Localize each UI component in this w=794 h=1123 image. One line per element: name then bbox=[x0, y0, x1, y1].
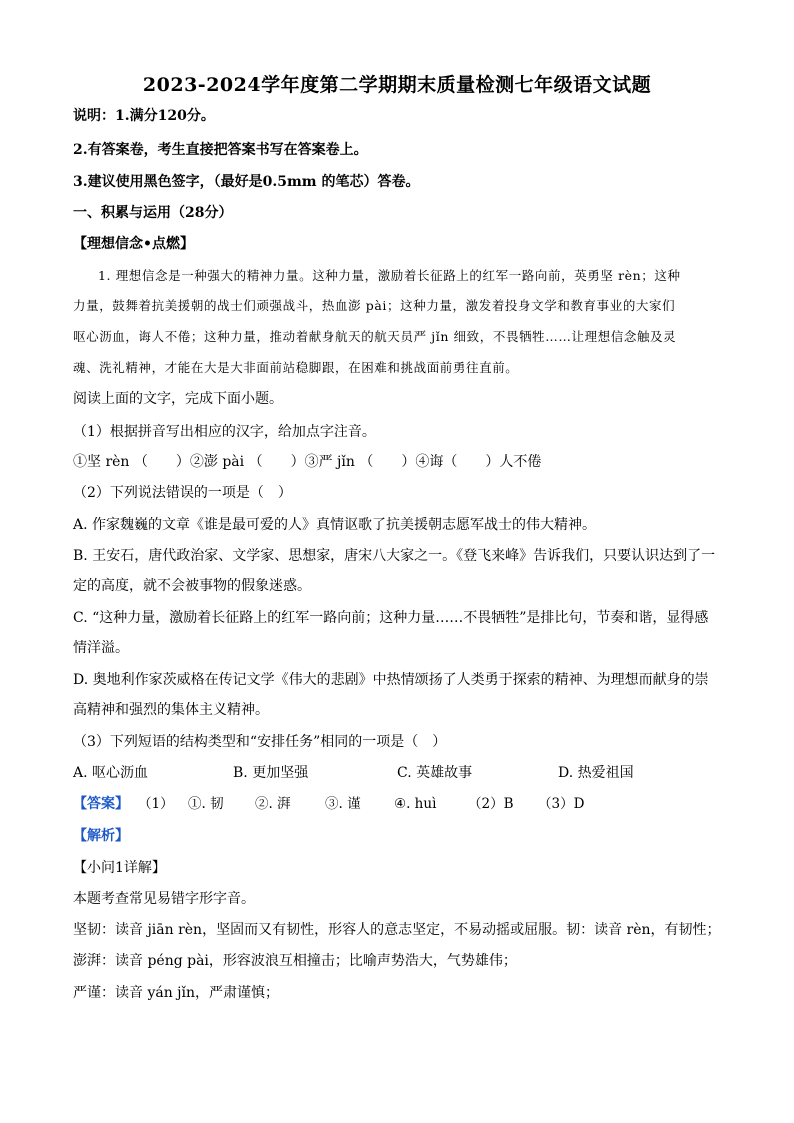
q3-option-c: C. 英雄故事 bbox=[397, 765, 473, 781]
section-heading: 一、积累与运用（28分） bbox=[73, 205, 233, 221]
analysis-label: 【解析】 bbox=[73, 828, 129, 844]
answer-item: ③. 谨 bbox=[325, 796, 361, 812]
answer-item: （1） bbox=[138, 796, 174, 812]
instruction-1: 说明：1.满分120分。 bbox=[73, 108, 215, 124]
q2-option-a: A. 作家魏巍的文章《谁是最可爱的人》真情讴歌了抗美援朝志愿军战士的伟大精神。 bbox=[73, 517, 597, 533]
passage-line: 1. 理想信念是一种强大的精神力量。这种力量，激励着长征路上的红军一路向前，英勇坚 rèn；这种 bbox=[98, 268, 681, 283]
detail-heading: 【小问1详解】 bbox=[73, 860, 166, 876]
answer-item: （2）B bbox=[468, 796, 514, 812]
instruction-2: 2.有答案卷，考生直接把答案书写在答案卷上。 bbox=[73, 142, 368, 158]
passage-line: 呕心沥血，诲人不倦；这种力量，推动着献身航天的航天员严 jǐn 细致，不畏牺牲……让理想信念触及灵 bbox=[73, 329, 677, 344]
detail-line: 坚韧：读音 jiān rèn，坚固而又有韧性，形容人的意志坚定，不易动摇或屈服。韧：读音 rèn，有韧性； bbox=[73, 922, 721, 938]
q3-option-d: D. 热爱祖国 bbox=[558, 765, 634, 781]
q3-option-b: B. 更加坚强 bbox=[233, 765, 309, 781]
q2-option-c: C. “这种力量，激励着长征路上的红军一路向前；这种力量……不畏牺牲”是排比句，节奏和谐，显得感 bbox=[73, 610, 709, 626]
q2-option-d-cont: 高精神和强烈的集体主义精神。 bbox=[73, 702, 269, 718]
read-prompt: 阅读上面的文字，完成下面小题。 bbox=[73, 391, 283, 407]
detail-line: 本题考查常见易错字形字音。 bbox=[73, 891, 255, 907]
q1-blanks: ①坚 rèn （ ）②澎 pài （ ）③严 jǐn （ ）④诲（ ）人不倦 bbox=[73, 454, 542, 470]
q3-stem: （3）下列短语的结构类型和“安排任务”相同的一项是（ ） bbox=[73, 734, 447, 750]
q2-option-d: D. 奥地利作家茨威格在传记文学《伟大的悲剧》中热情颂扬了人类勇于探索的精神、为理想而献身的崇 bbox=[73, 672, 709, 688]
passage-line: 魂、洗礼精神，才能在大是大非面前站稳脚跟，在困难和挑战面前勇往直前。 bbox=[73, 360, 519, 375]
q2-option-c-cont: 情洋溢。 bbox=[73, 640, 129, 656]
passage-line: 力量，鼓舞着抗美援朝的战士们顽强战斗，热血澎 pài；这种力量，激发着投身文学和教育事业的大家们 bbox=[73, 298, 676, 313]
q3-option-a: A. 呕心沥血 bbox=[73, 765, 149, 781]
page-title: 2023-2024学年度第二学期期末质量检测七年级语文试题 bbox=[142, 74, 652, 96]
q2-stem: （2）下列说法错误的一项是（ ） bbox=[73, 485, 292, 501]
detail-line: 澎湃：读音 péng pài，形容波浪互相撞击；比喻声势浩大，气势雄伟； bbox=[73, 953, 517, 969]
q2-option-b-cont: 定的高度，就不会被事物的假象迷惑。 bbox=[73, 578, 311, 594]
subsection-heading: 【理想信念•点燃】 bbox=[73, 236, 194, 252]
answer-label: 【答案】 bbox=[73, 796, 129, 812]
q1-stem: （1）根据拼音写出相应的汉字，给加点字注音。 bbox=[73, 424, 376, 440]
q2-option-b: B. 王安石，唐代政治家、文学家、思想家，唐宋八大家之一。《登飞来峰》告诉我们，只要认识达到了一 bbox=[73, 548, 716, 564]
answer-item: ④. huì bbox=[394, 796, 437, 812]
answer-item: ②. 湃 bbox=[255, 796, 291, 812]
instruction-3: 3.建议使用黑色签字，（最好是0.5mm 的笔芯）答卷。 bbox=[73, 174, 420, 190]
detail-line: 严谨：读音 yán jǐn，严肃谨慎； bbox=[73, 985, 280, 1001]
answer-item: （3）D bbox=[538, 796, 585, 812]
answer-item: ①. 韧 bbox=[188, 796, 224, 812]
